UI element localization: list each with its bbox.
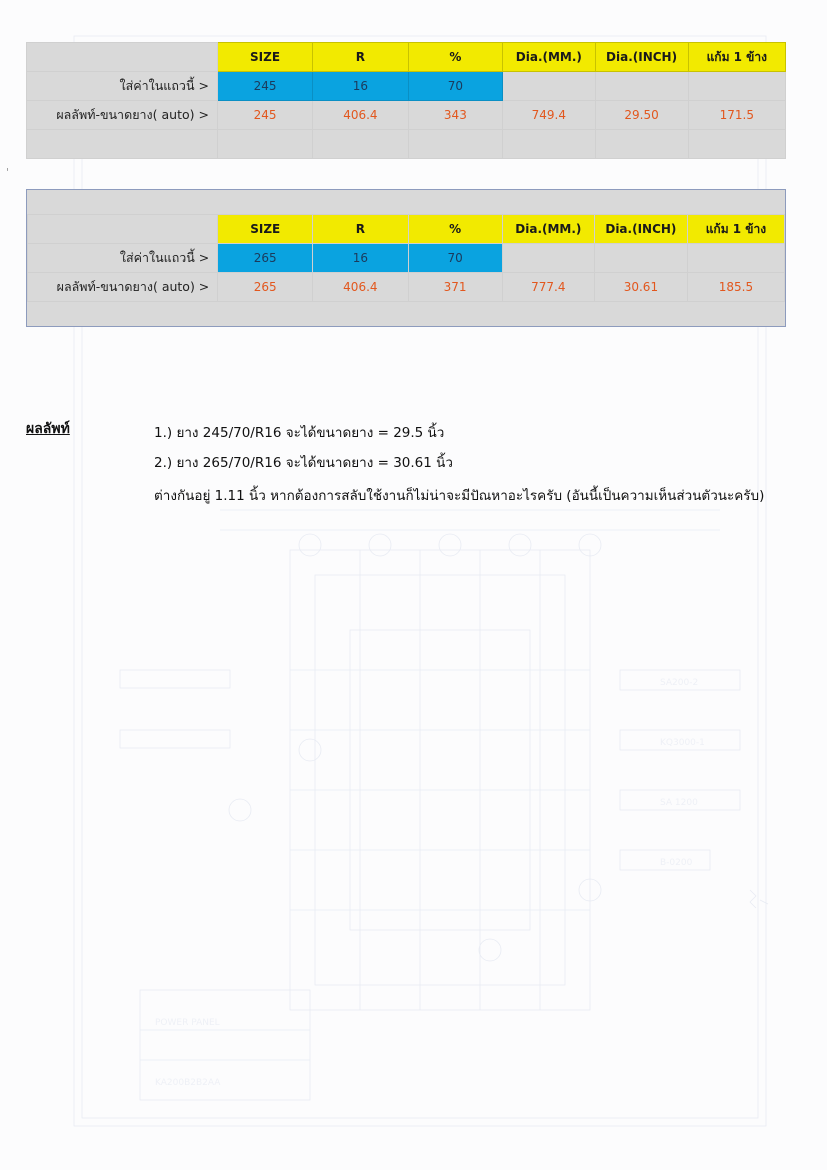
- result-r-value: 406.4: [313, 101, 409, 130]
- table-row: [28, 215, 785, 244]
- input-dia-mm-blank: [503, 72, 595, 101]
- input-dia-inch-blank: [595, 72, 688, 101]
- svg-text:SA200-2: SA200-2: [660, 678, 699, 688]
- result-dia-inch-value: 29.50: [595, 101, 688, 130]
- svg-text:POWER PANEL: POWER PANEL: [155, 1018, 220, 1028]
- spacer-cell: [217, 130, 312, 159]
- result-dia-inch-value: 30.61: [594, 273, 687, 302]
- spacer-cell: [688, 130, 785, 159]
- result-percent-value: 371: [408, 273, 502, 302]
- header-cell-percent: %: [408, 215, 502, 244]
- scan-artifact: ': [6, 166, 10, 179]
- spacer-cell: [503, 130, 595, 159]
- input-row-label: ใส่ค่าในแถวนี้ >: [28, 244, 218, 273]
- result-dia-mm-value: 749.4: [503, 101, 595, 130]
- results-heading: ผลลัพท์: [26, 421, 70, 437]
- header-cell-sidewall: แก้ม 1 ข้าง: [688, 43, 785, 72]
- input-dia-mm-blank: [502, 244, 594, 273]
- table-row: [27, 72, 786, 101]
- header-cell-percent: %: [408, 43, 502, 72]
- table-row: [27, 43, 786, 72]
- spacer-cell: [27, 130, 218, 159]
- result-row-label: ผลลัพท์-ขนาดยาง( auto) >: [28, 273, 218, 302]
- spacer-cell: [408, 130, 502, 159]
- calculator-tables: [26, 42, 786, 327]
- result-line-2: 2.) ยาง 265/70/R16 จะได้ขนาดยาง = 30.61 นิ้ว: [154, 455, 453, 471]
- header-cell-dia-inch: Dia.(INCH): [595, 43, 688, 72]
- svg-text:B-0200: B-0200: [660, 858, 693, 868]
- input-r-field[interactable]: 16: [313, 72, 409, 101]
- input-size-field[interactable]: 265: [218, 244, 313, 273]
- input-sidewall-blank: [687, 244, 784, 273]
- svg-text:KA200B2B2AA: KA200B2B2AA: [155, 1078, 221, 1088]
- header-cell-blank: [27, 43, 218, 72]
- input-percent-field[interactable]: 70: [408, 244, 502, 273]
- result-sidewall-value: 171.5: [688, 101, 785, 130]
- header-cell-size: SIZE: [218, 215, 313, 244]
- header-cell-sidewall: แก้ม 1 ข้าง: [687, 215, 784, 244]
- header-cell-size: SIZE: [217, 43, 312, 72]
- result-r-value: 406.4: [313, 273, 408, 302]
- spacer-cell: [595, 130, 688, 159]
- result-line-1: 1.) ยาง 245/70/R16 จะได้ขนาดยาง = 29.5 นิ้ว: [154, 425, 445, 441]
- result-percent-value: 343: [408, 101, 502, 130]
- input-row-label: ใส่ค่าในแถวนี้ >: [27, 72, 218, 101]
- header-cell-dia-mm: Dia.(MM.): [502, 215, 594, 244]
- result-sidewall-value: 185.5: [687, 273, 784, 302]
- header-cell-dia-inch: Dia.(INCH): [594, 215, 687, 244]
- input-sidewall-blank: [688, 72, 785, 101]
- result-row-label: ผลลัพท์-ขนาดยาง( auto) >: [27, 101, 218, 130]
- header-cell-dia-mm: Dia.(MM.): [503, 43, 595, 72]
- spacer-cell: [313, 130, 409, 159]
- tire-calc-table-2-container: [26, 189, 786, 327]
- header-cell-blank: [28, 215, 218, 244]
- input-percent-field[interactable]: 70: [408, 72, 502, 101]
- header-cell-r: R: [313, 43, 409, 72]
- header-cell-r: R: [313, 215, 408, 244]
- input-r-field[interactable]: 16: [313, 244, 408, 273]
- table-row: [27, 101, 786, 130]
- tire-calc-table-1: [26, 42, 786, 159]
- table-row: [27, 130, 786, 159]
- input-dia-inch-blank: [594, 244, 687, 273]
- table-row: [28, 273, 785, 302]
- svg-text:SA 1200: SA 1200: [660, 798, 698, 808]
- tire-calc-table-2: [27, 214, 785, 302]
- result-dia-mm-value: 777.4: [502, 273, 594, 302]
- table-row: [28, 244, 785, 273]
- result-line-3: ต่างกันอยู่ 1.11 นิ้ว หากต้องการสลับใช้งานก็ไม่น่าจะมีปัณหาอะไรครับ (อันนี้เป็นความเห็นส่วนตัวนะครับ): [154, 488, 765, 504]
- result-size-value: 265: [218, 273, 313, 302]
- input-size-field[interactable]: 245: [217, 72, 312, 101]
- svg-text:KQ3000-1: KQ3000-1: [660, 738, 705, 748]
- result-size-value: 245: [217, 101, 312, 130]
- results-lines: [154, 418, 794, 510]
